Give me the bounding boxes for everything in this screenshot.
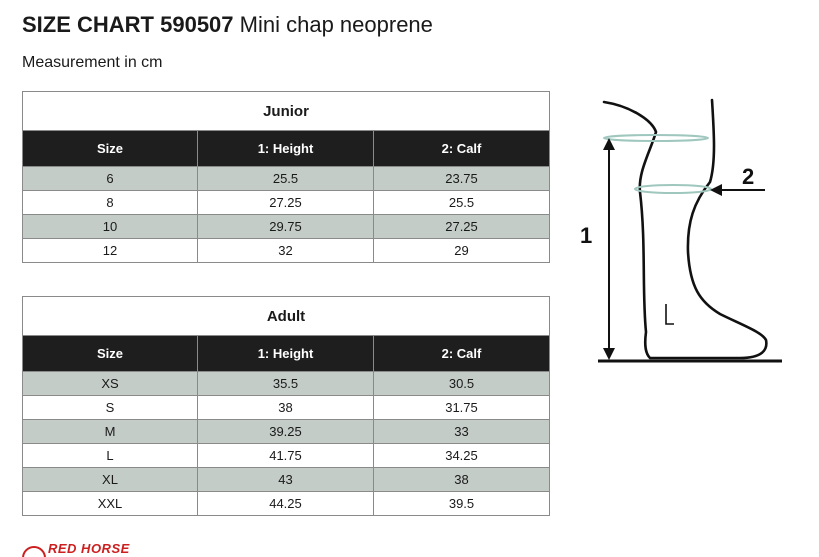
size-cell: XXL	[23, 492, 198, 516]
table-row	[23, 372, 550, 396]
height-cell: 27.25	[198, 191, 374, 215]
adult-size-table	[22, 296, 550, 516]
column-header-calf: 2: Calf	[374, 336, 550, 372]
title-product-code: SIZE CHART 590507	[22, 12, 234, 37]
leg-measurement-diagram	[580, 92, 800, 377]
table-row	[23, 191, 550, 215]
column-header-size: Size	[23, 336, 198, 372]
calf-cell: 31.75	[374, 396, 550, 420]
page-title	[22, 12, 433, 38]
ankle-mark	[666, 304, 674, 324]
table-row	[23, 215, 550, 239]
size-cell: 8	[23, 191, 198, 215]
adult-table-caption: Adult	[23, 297, 550, 336]
height-cell: 25.5	[198, 167, 374, 191]
table-row	[23, 167, 550, 191]
size-cell: 10	[23, 215, 198, 239]
calf-measure-ring	[635, 185, 711, 193]
table-row	[23, 444, 550, 468]
junior-table-caption: Junior	[23, 92, 550, 131]
calf-cell: 34.25	[374, 444, 550, 468]
measurement-unit-note: Measurement in cm	[22, 54, 163, 71]
title-product-name: Mini chap neoprene	[239, 12, 433, 37]
calf-cell: 27.25	[374, 215, 550, 239]
size-cell: 6	[23, 167, 198, 191]
calf-arrow-head	[710, 184, 722, 196]
column-header-height: 1: Height	[198, 336, 374, 372]
height-cell: 39.25	[198, 420, 374, 444]
height-cell: 35.5	[198, 372, 374, 396]
leg-outline-back	[604, 100, 766, 358]
height-cell: 38	[198, 396, 374, 420]
size-cell: M	[23, 420, 198, 444]
height-cell: 44.25	[198, 492, 374, 516]
table-row	[23, 396, 550, 420]
size-cell: XS	[23, 372, 198, 396]
top-measure-ring	[604, 135, 708, 141]
height-arrow-bottom	[603, 348, 615, 360]
column-header-calf: 2: Calf	[374, 131, 550, 167]
size-cell: 12	[23, 239, 198, 263]
column-header-height: 1: Height	[198, 131, 374, 167]
height-cell: 29.75	[198, 215, 374, 239]
size-cell: L	[23, 444, 198, 468]
height-cell: 41.75	[198, 444, 374, 468]
calf-cell: 38	[374, 468, 550, 492]
calf-cell: 39.5	[374, 492, 550, 516]
size-cell: XL	[23, 468, 198, 492]
junior-size-table	[22, 91, 550, 263]
calf-cell: 33	[374, 420, 550, 444]
table-row	[23, 239, 550, 263]
brand-name: RED HORSE	[48, 541, 130, 556]
height-label: 1	[580, 223, 593, 248]
size-cell: S	[23, 396, 198, 420]
table-row	[23, 420, 550, 444]
height-cell: 43	[198, 468, 374, 492]
calf-cell: 29	[374, 239, 550, 263]
calf-cell: 25.5	[374, 191, 550, 215]
calf-cell: 23.75	[374, 167, 550, 191]
column-header-size: Size	[23, 131, 198, 167]
table-row	[23, 468, 550, 492]
calf-label: 2	[742, 164, 755, 189]
calf-cell: 30.5	[374, 372, 550, 396]
table-row	[23, 492, 550, 516]
height-cell: 32	[198, 239, 374, 263]
